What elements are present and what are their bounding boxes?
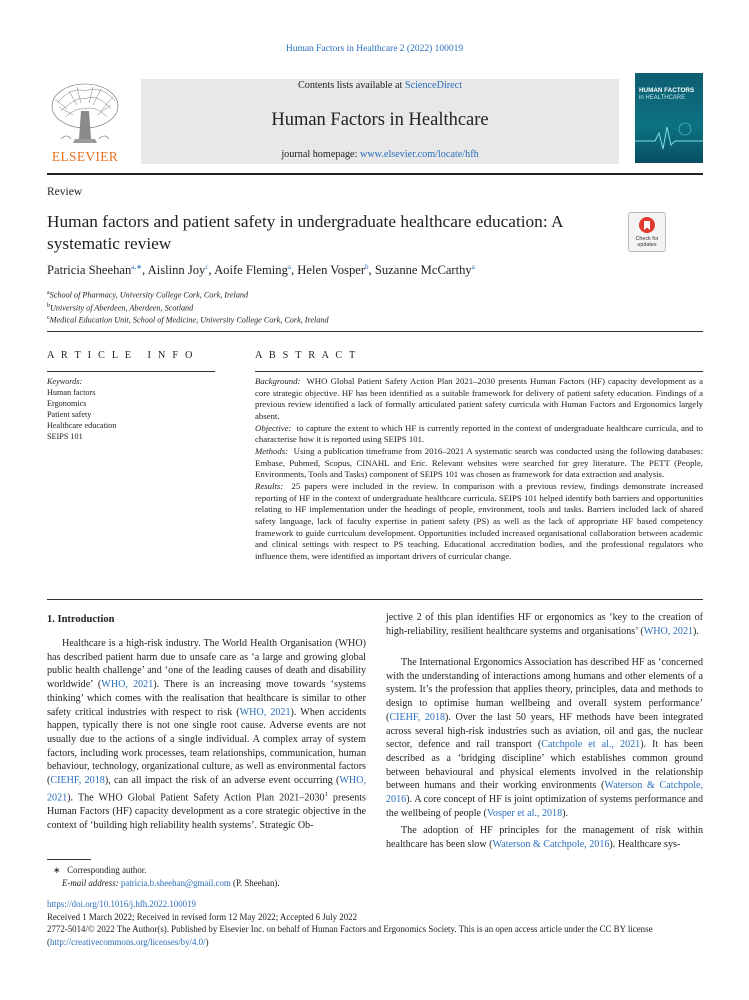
text-run: ). It has been described as a ‘bridging discipline’ which establishes common ground between behavioural and physical elements involved in the relationship between humans and their working environments ( [386, 739, 704, 792]
text-run: ). Healthcare sys- [609, 838, 681, 850]
footnote: ∗ Corresponding author. E-mail address: patricia.b.sheehan@gmail.com (P. Sheehan). [53, 865, 280, 888]
text-run: ), can all impact the risk of an adverse event occurring ( [104, 775, 340, 787]
copyright: 2772-5014/© 2022 The Author(s). Published by Elsevier Inc. on behalf of Human Factors and Ergonomics Society. This is an open access article under the CC BY license (http://creativecommons.org/licenses/by/4.0/) [47, 924, 653, 947]
affiliations [47, 288, 329, 326]
received-dates: Received 1 March 2022; Received in revised form 12 May 2022; Accepted 6 July 2022 [47, 911, 358, 922]
author: Suzanne McCarthy$^a$ [374, 263, 475, 278]
homepage-line: journal homepage: www.elsevier.com/locate/hfh [281, 149, 479, 160]
citation-link[interactable]: Vosper et al., 2018 [486, 807, 563, 819]
check-for-updates-badge[interactable]: Check for updates [628, 212, 666, 252]
doi-link[interactable]: https://doi.org/10.1016/j.hfh.2022.100019 [47, 899, 196, 909]
citation-link[interactable]: WHO, 2021 [239, 706, 291, 718]
sciencedirect-link[interactable]: ScienceDirect [404, 80, 463, 91]
author-email-link[interactable]: patricia.b.sheehan@gmail.com [120, 877, 231, 888]
citation-link[interactable]: WHO, 2021 [101, 679, 154, 691]
abstract-end-rule [47, 599, 703, 600]
author: Aoife Fleming$^a$, [214, 263, 298, 278]
keyword: Ergonomics [47, 399, 87, 408]
keyword: Patient safety [47, 410, 92, 419]
text-run: ). A core concept of HF is joint optimization of systems performance and the wellbeing of people ( [386, 794, 703, 819]
citation-link[interactable]: Waterson & Catchpole, 2016 [386, 780, 703, 806]
journal-cover-thumbnail[interactable]: HUMAN FACTORS in HEALTHCARE [635, 73, 703, 163]
citation-link[interactable]: WHO, 2021 [47, 775, 366, 804]
citation-link[interactable]: Waterson & Catchpole, 2016 [492, 838, 610, 850]
citation-link[interactable]: WHO, 2021 [643, 625, 694, 637]
text-run: presents Human Factors (HF) capacity development as a core strategic objective in the context of ‘building high reliability health systems’. Strategic Ob- [47, 792, 366, 831]
homepage-link[interactable]: www.elsevier.com/locate/hfh [359, 149, 479, 160]
masthead-rule [47, 173, 703, 175]
text-run: The International Ergonomics Association has described HF as ‘concerned with the understanding of interactions among humans and other elements of a system. It’s the profession that applies theory, principles, data and methods to design to optimise human wellbeing and overall system performance’ ( [386, 657, 703, 723]
text-run: ). When accidents happen, typically there is not one single root cause. Adverse events are not usually due to the actions of a single individual. A complex array of system factors, including work processes, team relationships, communication, human behaviour, technology, organizational culture, as well as environmental factors ( [47, 706, 366, 787]
intro-heading: 1. Introduction [47, 614, 115, 625]
abstract-background: Background: WHO Global Patient Safety Action Plan 2021–2030 presents Human Factors (HF) capacity development as a core strategic objective. HF has been identified as a suitable framework for delivery of patient safety education. Findings of a previous review identified a lack of formally articulated patient safety curricula with Human Factors and Ergonomics largely absent. [255, 376, 703, 421]
author: Patricia Sheehan$^{a,∗}$, [47, 263, 148, 278]
title-rule [47, 331, 703, 332]
keyword: Healthcare education [47, 421, 117, 430]
citation-link[interactable]: CIEHF, 2018 [50, 775, 105, 787]
intro-paragraph-1 [47, 637, 366, 832]
text-run: ). The WHO Global Patient Safety Action Plan 2021–2030 [67, 792, 325, 804]
citation-link[interactable]: Catchpole et al., 2021 [541, 739, 641, 751]
journal-title: Human Factors in Healthcare [271, 110, 489, 130]
footnote-marker[interactable]: 1 [324, 790, 328, 798]
author-list [47, 263, 475, 278]
footer [47, 898, 703, 948]
text-run: ). [562, 807, 569, 819]
article-info-rule [47, 371, 215, 372]
text-run: ). Over the last 50 years, HF methods have been integrated across several high-risk industries such as aviation, oil and gas, the nuclear sector, defence and rail transport ( [386, 711, 703, 751]
intro-paragraph-2 [386, 656, 703, 820]
article-type: Review [47, 186, 83, 198]
elsevier-logo-text: ELSEVIER [51, 149, 119, 164]
abstract-objective: Objective: to capture the extent to which HF is currently reported in the context of undergraduate healthcare curricula, and to characterise how it is reported using SEIPS 101. [255, 422, 704, 445]
intro-paragraph-3 [386, 824, 703, 851]
contents-line: Contents lists available at ScienceDirect [297, 80, 463, 91]
text-run: Healthcare is a high-risk industry. The World Health Organisation (WHO) has described patient harm due to unsafe care as ‘a large and growing global public health challenge’ and ‘one of the leading causes of death and disability worldwide’ ( [47, 638, 366, 691]
running-header[interactable]: Human Factors in Healthcare 2 (2022) 100019 [285, 44, 464, 54]
abstract-results: Results: 25 papers were included in the review. In comparison with a previous review, findings demonstrate increased reporting of HF in the context of undergraduate healthcare curricula. SEIPS 101 helped identify both barriers and opportunities relating to HF implementation under the headings of people, environment, tools and tasks. Barriers included lack of shared safety language, lack of faculty expertise in patient safety (PS) as well as the lack of appropriate HF based competency framework to guide curriculum development. Opportunities included increased organisational collaboration between academic and clinical settings with respect to PS teaching. Educational accreditation bodies, and the professional regulators who influence them, were identified as important drivers of curricular change. [255, 480, 704, 561]
author: Aislinn Joy$^c$, [147, 263, 215, 278]
abstract-rule [255, 371, 703, 372]
abstract-body [255, 376, 703, 563]
text-run: ). [693, 625, 699, 637]
author: Helen Vosper$^b$, [297, 263, 375, 278]
citation-link[interactable]: CIEHF, 2018 [389, 711, 446, 723]
article-info-heading: A R T I C L E I N F O [47, 350, 195, 361]
footnote-rule [47, 859, 91, 860]
license-link[interactable]: http://creativecommons.org/licenses/by/4.0/ [49, 936, 206, 947]
cover-heartbeat-graphic [635, 117, 703, 163]
affiliation: $^b$University of Aberdeen, Aberdeen, Scotland [47, 302, 194, 313]
keyword: SEIPS 101 [47, 432, 83, 441]
bookmark-icon [638, 216, 656, 236]
keyword: Human factors [47, 388, 96, 397]
text-run: jective 2 of this plan identifies HF or ergonomics as ‘key to the creation of high-reliability, resilient healthcare systems and organisations’ ( [386, 612, 703, 637]
elsevier-tree-logo [47, 81, 123, 151]
masthead-banner [141, 79, 619, 164]
abstract-methods: Methods: Using a publication timeframe from 2016–2021 A systematic search was conducted using the following databases: Embase, Pubmed, Scopus, CINAHL and Eric. Relevant websites were searched for grey literature. The PETT (People, Environments, Tools and Tasks) component of SEIPS 101 was chosen as framework for data extraction and analysis. [255, 445, 703, 480]
abstract-heading: A B S T R A C T [255, 350, 358, 361]
keywords-block: Keywords: Human factors Ergonomics Patient safety Healthcare education SEIPS 101 [47, 377, 117, 441]
article-title: Human factors and patient safety in undergraduate healthcare education: A systematic review [47, 212, 563, 253]
affiliation: $^a$School of Pharmacy, University College Cork, Cork, Ireland [47, 290, 249, 300]
text-run: ). There is an increasing move towards ‘systems thinking’ which comes with the realisation that healthcare is similar to other safety critical industries with respect to risk ( [47, 679, 366, 718]
text-run: The adoption of HF principles for the management of risk within healthcare has been slow ( [386, 825, 703, 850]
intro-paragraph-right-0 [386, 611, 703, 638]
affiliation: $^c$Medical Education Unit, School of Medicine, University College Cork, Cork, Ireland [47, 315, 329, 326]
